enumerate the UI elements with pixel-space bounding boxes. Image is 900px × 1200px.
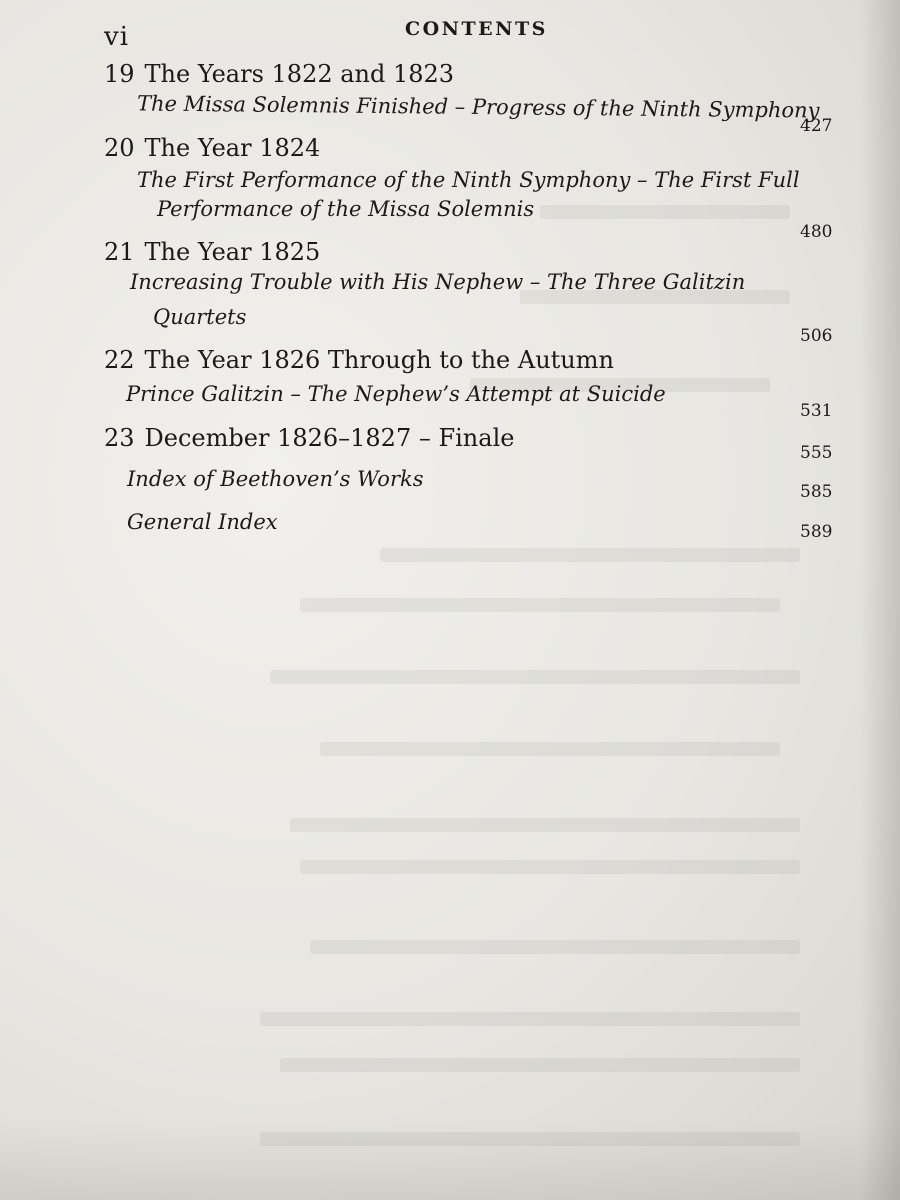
- chapter-number: 21: [104, 238, 135, 266]
- chapter-number: 22: [104, 346, 135, 374]
- page-number: 589: [800, 522, 833, 542]
- chapter-number: 19: [104, 60, 135, 88]
- page-number: 480: [800, 222, 833, 242]
- chapter-title: The Years 1822 and 1823: [144, 60, 455, 88]
- toc-entry-title: [104, 238, 320, 266]
- page-number: 531: [800, 401, 833, 421]
- page-number: 427: [800, 116, 833, 136]
- page-number: 506: [800, 326, 833, 346]
- page-number: 585: [800, 482, 833, 502]
- page-bottom-shadow: [0, 1120, 900, 1200]
- chapter-subtitle: The First Performance of the Ninth Symphony – The First Full: [137, 168, 800, 192]
- chapter-title: The Year 1826 Through to the Autumn: [144, 346, 614, 374]
- page-number: 555: [800, 443, 833, 463]
- toc-entry-title: [104, 60, 454, 88]
- toc-entry-title: [104, 424, 514, 452]
- toc-entry-title: [104, 346, 614, 374]
- running-head: CONTENTS: [405, 18, 548, 40]
- page-folio: vi: [104, 22, 130, 52]
- index-title: General Index: [127, 510, 278, 534]
- page-edge-shadow: [860, 0, 900, 1200]
- chapter-subtitle: Quartets: [153, 305, 247, 329]
- chapter-subtitle: The Missa Solemnis Finished – Progress of the Ninth Symphony: [136, 91, 820, 123]
- chapter-title: December 1826–1827 – Finale: [144, 424, 515, 452]
- chapter-number: 20: [104, 134, 135, 162]
- chapter-number: 23: [104, 424, 135, 452]
- chapter-subtitle: Prince Galitzin – The Nephew’s Attempt at Suicide: [126, 382, 666, 406]
- toc-entry-title: [104, 134, 320, 162]
- index-title: Index of Beethoven’s Works: [127, 467, 424, 491]
- chapter-subtitle: Increasing Trouble with His Nephew – The Three Galitzin: [130, 270, 746, 294]
- chapter-title: The Year 1824: [144, 134, 321, 162]
- chapter-title: The Year 1825: [144, 238, 321, 266]
- chapter-subtitle: Performance of the Missa Solemnis: [157, 197, 535, 221]
